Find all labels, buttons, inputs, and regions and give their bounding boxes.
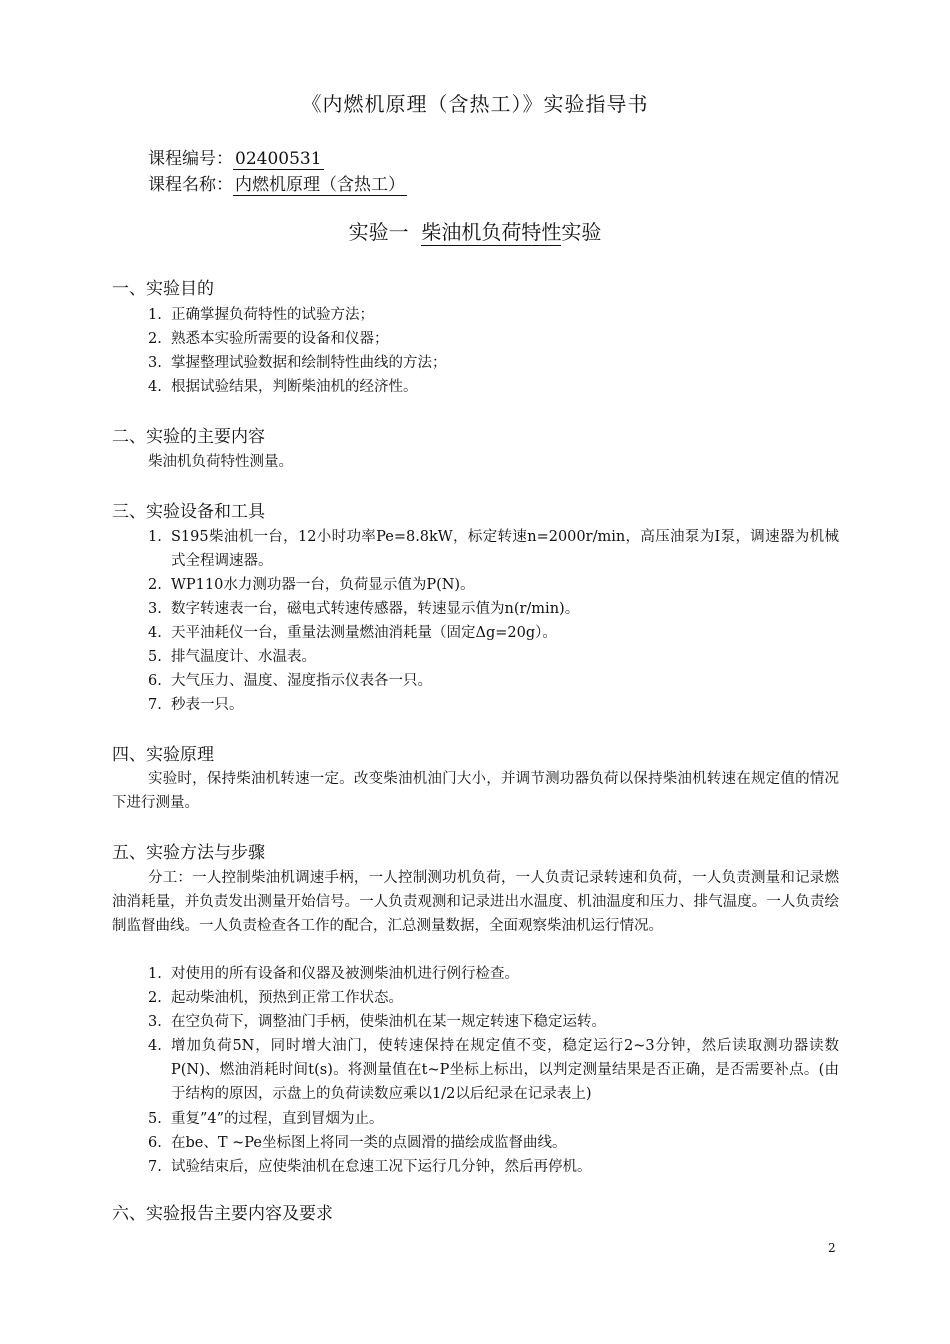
list-item: 在空负荷下，调整油门手柄，使柴油机在某一规定转速下稳定运转。 [171, 1014, 606, 1030]
course-name [148, 170, 407, 195]
list-item: WP110水力测功器一台，负荷显示值为P(N)。 [171, 577, 475, 593]
experiment-title [0, 216, 950, 245]
page-number: 2 [828, 1241, 836, 1255]
list-number: 3. [148, 601, 162, 617]
list-number: 4. [148, 625, 162, 641]
experiment-prefix: 实验一 [348, 220, 409, 244]
list-item: 根据试验结果，判断柴油机的经济性。 [171, 379, 418, 395]
section-heading: 二、实验的主要内容 [112, 427, 265, 447]
course-code-label: 课程编号： [148, 149, 233, 169]
list-number: 1. [148, 966, 162, 982]
section-heading: 五、实验方法与步骤 [112, 843, 265, 863]
list-number: 3. [148, 355, 162, 371]
list-item: 秒表一只。 [171, 697, 244, 713]
list-item: 试验结束后，应使柴油机在怠速工况下运行几分钟，然后再停机。 [171, 1159, 592, 1175]
list-item: 重复”4”的过程，直到冒烟为止。 [171, 1111, 384, 1127]
section-heading: 六、实验报告主要内容及要求 [112, 1204, 333, 1224]
section-heading: 三、实验设备和工具 [112, 502, 265, 522]
list-number: 2. [148, 990, 162, 1006]
list-item: 天平油耗仪一台，重量法测量燃油消耗量（固定Δg=20g）。 [171, 625, 557, 641]
list-item: 增加负荷5N，同时增大油门，使转速保持在规定值不变，稳定运行2~3分钟，然后读取测功器读数P(N)、燃油消耗时间t(s)。将测量值在t~P坐标上标出，以判定测量结果是否正确，是否需要补点。(由于结构的原因，示盘上的负荷读数应乘以1/2以后纪录在记录表上) [171, 1038, 839, 1102]
list-number: 5. [148, 649, 162, 665]
course-name-value: 内燃机原理（含热工） [235, 175, 405, 195]
list-number: 5. [148, 1111, 162, 1127]
list-item: 起动柴油机，预热到正常工作状态。 [171, 990, 403, 1006]
experiment-suffix: 实验 [561, 220, 602, 244]
list-number: 7. [148, 1159, 162, 1175]
list-number: 4. [148, 379, 162, 395]
list-item: 掌握整理试验数据和绘制特性曲线的方法； [171, 355, 447, 371]
list-item: 熟悉本实验所需要的设备和仪器； [171, 331, 389, 347]
list-item: 正确掌握负荷特性的试验方法； [171, 307, 374, 323]
list-number: 7. [148, 697, 162, 713]
list-number: 2. [148, 331, 162, 347]
section-heading: 四、实验原理 [112, 745, 214, 765]
paragraph: 分工：一人控制柴油机调速手柄，一人控制测功机负荷，一人负责记录转速和负荷，一人负责测量和记录燃油消耗量，并负责发出测量开始信号。一人负责观测和记录进出水温度、机油温度和压力、排气温度。一人负责绘制监督曲线。一人负责检查各工作的配合，汇总测量数据，全面观察柴油机运行情况。 [112, 870, 839, 934]
list-item: 对使用的所有设备和仪器及被测柴油机进行例行检查。 [171, 966, 519, 982]
experiment-name: 柴油机负荷特性 [421, 220, 562, 244]
list-number: 3. [148, 1014, 162, 1030]
list-number: 2. [148, 577, 162, 593]
list-item: 数字转速表一台，磁电式转速传感器，转速显示值为n(r/min)。 [171, 601, 580, 617]
paragraph: 实验时，保持柴油机转速一定。改变柴油机油门大小，并调节测功器负荷以保持柴油机转速在规定值的情况下进行测量。 [112, 771, 839, 811]
list-item: S195柴油机一台，12小时功率Pe=8.8kW，标定转速n=2000r/min，高压油泵为I泵，调速器为机械式全程调速器。 [171, 529, 839, 569]
paragraph: 柴油机负荷特性测量。 [148, 454, 293, 470]
section-heading: 一、实验目的 [112, 279, 214, 299]
list-number: 6. [148, 673, 162, 689]
list-number: 1. [148, 529, 162, 545]
list-number: 6. [148, 1135, 162, 1151]
list-number: 4. [148, 1038, 162, 1054]
course-code-value: 02400531 [235, 149, 322, 169]
course-name-label: 课程名称： [148, 175, 233, 195]
list-item: 在be、T ~Pe坐标图上将同一类的点圆滑的描绘成监督曲线。 [171, 1135, 567, 1151]
course-code [148, 144, 324, 169]
list-item: 排气温度计、水温表。 [171, 649, 316, 665]
list-item: 大气压力、温度、湿度指示仪表各一只。 [171, 673, 432, 689]
document-title: 《内燃机原理（含热工）》实验指导书 [301, 92, 649, 116]
list-number: 1. [148, 307, 162, 323]
